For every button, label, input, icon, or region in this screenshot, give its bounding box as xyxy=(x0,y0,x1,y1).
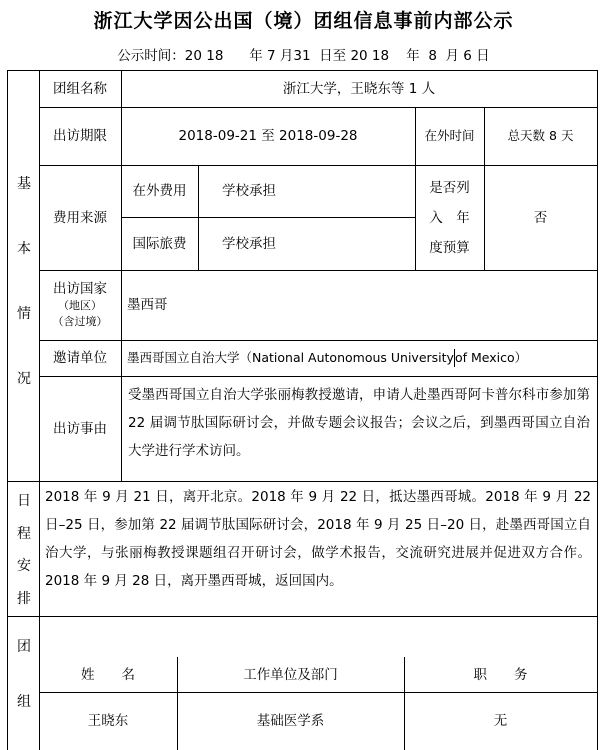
member-dept: 基础医学系 xyxy=(256,713,325,729)
basic-section-label: 基 本 情 况 xyxy=(17,175,31,387)
abroad-time-label: 在外时间 xyxy=(424,128,475,143)
abroad-time-value: 总天数 8 天 xyxy=(507,128,574,143)
members-header-dept: 工作单位及部门 xyxy=(243,666,338,683)
abroad-cost-value: 学校承担 xyxy=(222,183,276,199)
period-label: 出访期限 xyxy=(53,128,107,144)
publish-time-start: 公示时间：20 18 xyxy=(117,48,224,64)
annual-budget-label: 是否列 入 年 度预算 xyxy=(429,179,470,256)
group-name-value: 浙江大学，王晓东等 1 人 xyxy=(282,80,436,97)
inviter-label: 邀请单位 xyxy=(53,350,107,366)
members-header-position: 职 务 xyxy=(473,666,528,683)
purpose-value: 受墨西哥国立自治大学张丽梅教授邀请，申请人赴墨西哥阿卡普尔科市参加第 22 届调节肽国际研讨会，并做专题会议报告；会议之后，到墨西哥国立自治大学进行学术访问。 xyxy=(128,387,590,459)
members-section-label: 团 组 xyxy=(17,638,31,710)
inviter-value: 墨西哥国立自治大学（National Autonomous University of Mexico） xyxy=(127,350,528,365)
country-value: 墨西哥 xyxy=(127,297,168,313)
publish-time xyxy=(0,44,607,64)
travel-cost-value: 学校承担 xyxy=(222,235,276,252)
schedule-text: 2018 年 9 月 21 日，离开北京。2018 年 9 月 22 日，抵达墨西哥城。2018 年 9 月 22 日–25 日，参加第 22 届调节肽国际研讨会，2018 年 9 月 25 日–20 日，赴墨西哥国立自治大学，与张丽梅教授课题组召开研讨会，做学术报告，交流研究进展并促进双方合作。2018 年 9 月 28 日，离开墨西哥城，返回国内。 xyxy=(45,489,591,589)
member-position: 无 xyxy=(493,713,508,729)
members-header-name: 姓 名 xyxy=(81,666,135,683)
travel-cost-label: 国际旅费 xyxy=(132,235,187,252)
annual-budget-value: 否 xyxy=(533,210,548,226)
purpose-label: 出访事由 xyxy=(53,420,107,437)
abroad-cost-label: 在外费用 xyxy=(132,183,187,199)
schedule-section-label: 日 程 安 排 xyxy=(17,493,31,607)
group-name-label: 团组名称 xyxy=(53,80,107,97)
country-label: 出访国家 （地区） （含过境） xyxy=(52,281,108,328)
page-title: 浙江大学因公出国（境）团组信息事前内部公示 xyxy=(93,10,514,32)
member-name: 王晓东 xyxy=(87,713,129,729)
funding-label: 费用来源 xyxy=(53,209,107,226)
period-value: 2018-09-21 至 2018-09-28 xyxy=(178,128,358,144)
publish-time-rest: 年 7 月31 日至 20 18 年 8 月 6 日 xyxy=(249,48,490,64)
